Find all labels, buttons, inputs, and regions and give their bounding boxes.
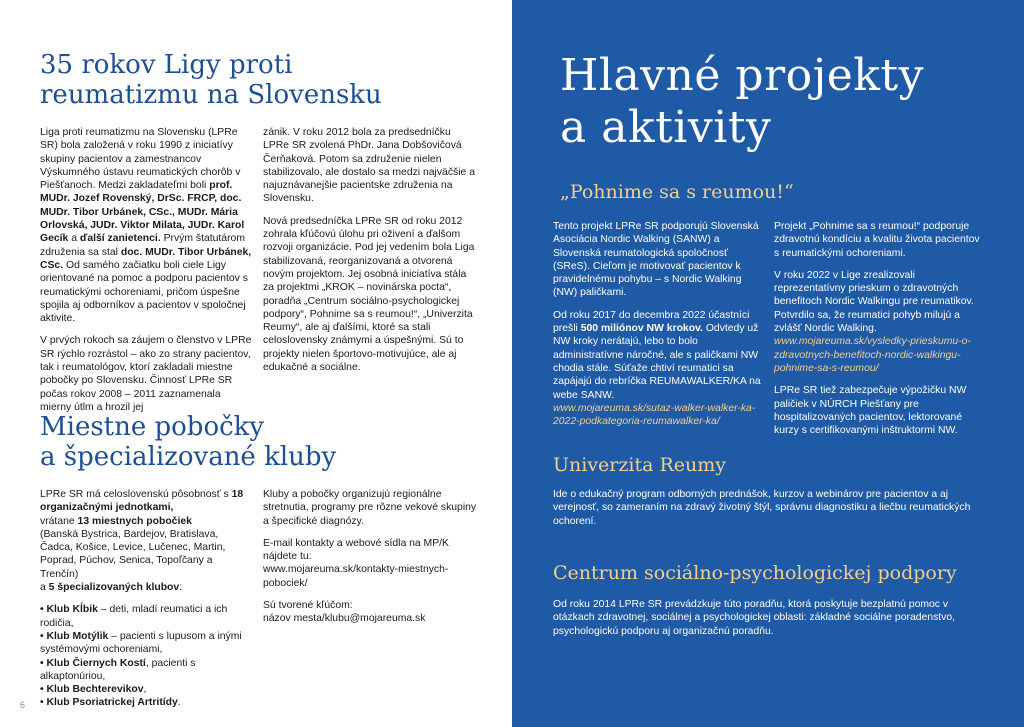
branches-paragraph-1 xyxy=(40,488,252,594)
list-item xyxy=(40,630,252,657)
pohnime-link-1[interactable]: www.mojareuma.sk/sutaz-walker-walker-ka-2022-podkategoria-reumawalker-ka/ xyxy=(553,402,756,428)
branches-contacts-link[interactable]: www.mojareuma.sk/kontakty-miestnych-pobociek/ xyxy=(263,564,449,589)
history-p1-text4: Od samého začiatku boli ciele Ligy orientované na pomoc a podporu pacientov s reumatickými ochoreniami, pričom úspešne spojila aj odborníkov a pacientov v spoločnej aktivite. xyxy=(40,259,248,325)
branches-text4: a xyxy=(40,582,49,594)
pohnime-steps: 500 miliónov NW krokov. xyxy=(580,323,703,335)
history-paragraph-1 xyxy=(40,126,252,325)
section-title-history-line1: 35 rokov Ligy proti xyxy=(40,50,293,80)
branches-count: 18 organizačnými jednotkami, xyxy=(40,489,244,514)
section-title-history xyxy=(40,50,382,110)
section-title-branches xyxy=(40,412,336,472)
pohnime-paragraph-3: Projekt „Pohnime sa s reumou!“ podporuje zdravotnú kondíciu a kvalitu života pacientov s reumatickými ochoreniami. xyxy=(774,221,980,259)
pohnime-p2-text1: Od roku 2017 do decembra 2022 účastníci prešli xyxy=(553,309,750,335)
pohnime-paragraph-5: LPRe SR tiež zabezpečuje výpožičku NW paličiek v NÚRCH Piešťany pre hospitalizovaných pacientov, lektorované kurzy s certifikovanými inštruktormi NW. xyxy=(774,385,967,437)
branches-email-key xyxy=(263,599,483,626)
history-p1-text2: a xyxy=(68,233,80,245)
club-desc: , xyxy=(143,684,147,696)
branches-column-1 xyxy=(40,488,252,710)
club-name: • Klub Bechterevikov xyxy=(40,684,144,696)
branches-column-2 xyxy=(263,488,483,635)
history-column-2 xyxy=(263,126,475,383)
list-item xyxy=(40,696,252,709)
branches-local-count: 13 miestnych pobočiek xyxy=(77,515,192,527)
history-paragraph-2: V prvých rokoch sa záujem o členstvo v LPRe SR rýchlo rozrástol – ako zo strany pacientov, tak i reumatológov, ktorí zakladali miestne pobočky po Slovensku. Činnosť LPRe SR počas rokov 2008 – 2011 zaznamenala mierny útlm a hrozil jej xyxy=(40,335,252,413)
branches-paragraph-2: Kluby a pobočky organizujú regionálne stretnutia, programy pre rôzne vekové skupiny a špecifické diagnózy. xyxy=(263,489,477,527)
history-others: ďalší zanietenci. xyxy=(79,233,161,245)
history-p1-text3: Prvým štatutárom združenia sa stal xyxy=(40,233,245,258)
section-title-branches-line2: a špecializované kluby xyxy=(40,442,337,472)
pohnime-paragraph-4 xyxy=(774,269,986,375)
clubs-list xyxy=(40,603,252,709)
list-item xyxy=(40,683,252,696)
pohnime-paragraph-2 xyxy=(553,309,765,429)
club-desc: , pacienti s alkaptonúriou, xyxy=(40,657,196,682)
pohnime-column-1 xyxy=(553,220,765,437)
history-p1-text1: Liga proti reumatizmu na Slovensku (LPRe SR) bola založená v roku 1990 z iniciatívy skupiny pacientov a zamestnancov Výskumného ústavu reumatických chorôb v Piešťanoch. Medzi zakladateľmi boli xyxy=(40,127,241,192)
club-desc: – deti, mladí reumatici a ich rodičia, xyxy=(40,604,228,629)
section-title-history-line2: reumatizmu na Slovensku xyxy=(40,80,382,110)
branches-text2: vrátane xyxy=(40,515,78,527)
branches-text1: LPRe SR má celoslovenskú pôsobnosť s xyxy=(40,489,232,500)
club-name: • Klub Motýlik xyxy=(40,630,109,642)
history-paragraph-4: Nová predsedníčka LPRe SR od roku 2012 zohrala kľúčovú úlohu pri oživení a ďalšom rozvoji organizácie. Pod jej vedením bola Liga stabilizovaná, reorganizovaná a otvorená novým projektom. Jej osobná iniciatíva stála za projektmi „KROK – novinárska pocta“, poradňa „Centrum sociálno-psychologickej podpory“, Pohnime sa s reumou!“, „Univerzita Reumy“, ale aj ďalšími, ktoré sa stali celoslovensky známymi a úspešnými. Sú to projekty nielen športovo-motivujúce, ale aj edukačné a sociálne. xyxy=(263,215,475,374)
main-title-line2: a aktivity xyxy=(560,102,772,153)
branches-cities: (Banská Bystrica, Bardejov, Bratislava, Čadca, Košice, Levice, Lučenec, Martin, Poprad, Púchov, Senica, Topoľčany a Trenčín) xyxy=(40,528,226,580)
list-item xyxy=(40,657,252,684)
history-founders: prof. MUDr. Jozef Rovenský, DrSc. FRCP, doc. MUDr. Tibor Urbánek, CSc., MUDr. Mária Orlovská, JUDr. Viktor Milata, JUDr. Karol Gecík xyxy=(40,180,245,245)
branches-email-intro: Sú tvorené kľúčom: xyxy=(263,600,353,612)
history-first-statutory: doc. MUDr. Tibor Urbánek, CSc. xyxy=(40,246,252,271)
pohnime-paragraph-1: Tento projekt LPRe SR podporujú Slovenská Asociácia Nordic Walking (SANW) a Slovenská reumatologická spoločnosť (SReS). Cieľom je motivovať pacientov k pravidelnému pohybu – s Nordic Walking (NW) paličkami. xyxy=(553,221,759,299)
centrum-title: Centrum sociálno-psychologickej podpory xyxy=(553,562,957,584)
pohnime-title: „Pohnime sa s reumou!“ xyxy=(560,181,794,203)
pohnime-column-2 xyxy=(774,220,986,446)
club-name: • Klub Čiernych Kostí xyxy=(40,657,146,669)
branches-clubs-count: 5 špecializovaných klubov xyxy=(48,582,180,594)
univerzita-paragraph: Ide o edukačný program odborných prednášok, kurzov a webinárov pre pacientov a aj verejnosť, so zameraním na zdravý životný štýl, správnu diagnostiku a liečbu reumatických ochorení. xyxy=(553,489,971,527)
club-name: • Klub Psoriatrickej Artritídy xyxy=(40,697,178,709)
branches-contacts xyxy=(263,537,483,590)
club-desc: – pacienti s lupusom a inými systémovými ochoreniami, xyxy=(40,630,242,656)
page-number: 6 xyxy=(20,700,26,710)
branches-text5: : xyxy=(179,582,183,594)
main-title xyxy=(560,50,924,154)
branches-contacts-intro: E-mail kontakty a webové sídla na MP/K nájdete tu: xyxy=(263,537,449,563)
club-desc: . xyxy=(177,697,181,709)
main-title-line1: Hlavné projekty xyxy=(560,50,924,101)
pohnime-p4-text: V roku 2022 v Lige zrealizovali reprezentatívny prieskum o zdravotných benefitoch Nordic Walkingu pre reumatikov. Potvrdilo sa, že reumatici pohyb milujú a zvlášť Nordic Walking. xyxy=(774,269,974,335)
club-name: • Klub Kĺbik xyxy=(40,604,98,616)
history-paragraph-3: zánik. V roku 2012 bola za predsedníčku LPRe SR zvolená PhDr. Jana Dobšovičová Čerňaková. Potom sa združenie nielen stabilizovalo, ale dostalo sa medzi najväčšie a najuznávanejšie pacientske združenia na Slovensku. xyxy=(263,127,475,205)
univerzita-text xyxy=(553,488,973,537)
pohnime-p2-text2: Odvtedy už NW kroky nerátajú, lebo to bolo administratívne náročné, ale s paličkami NW chodia stále. Súťaže chtiví reumatici sa zapájajú do rebríčka REUMAWALKER/KA na webe SANW. xyxy=(553,323,761,401)
list-item xyxy=(40,603,252,630)
pohnime-link-2[interactable]: www.mojareuma.sk/vysledky-prieskumu-o-zdravotnych-benefitoch-nordic-walkingu-pohnime-sa-s-reumou/ xyxy=(774,336,971,374)
branches-email-pattern: názov mesta/klubu@mojareuma.sk xyxy=(263,613,426,625)
history-column-1 xyxy=(40,126,252,423)
centrum-text xyxy=(553,598,983,647)
univerzita-title: Univerzita Reumy xyxy=(553,454,727,476)
centrum-paragraph: Od roku 2014 LPRe SR prevádzkuje túto poradňu, ktorá poskytuje bezplatnú pomoc v otázkach zdravotnej, sociálnej a psychologickej oblasti: základné sociálne poradenstvo, psychologickú podporu aj organizačnú poradňu. xyxy=(553,599,956,637)
section-title-branches-line1: Miestne pobočky xyxy=(40,412,265,442)
